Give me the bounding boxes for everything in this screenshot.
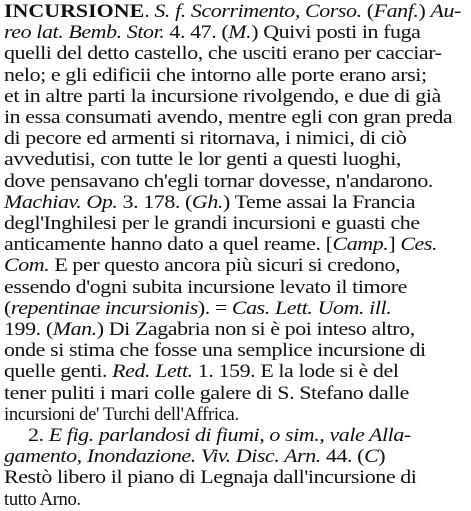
body-text: incursioni de' Turchi dell'Affrica. [4,403,239,425]
body-text: ) Quivi posti in fuga [251,22,421,44]
italic-text: Machiav. Op. [4,191,118,213]
italic-text: M. [228,22,252,44]
entry-line [4,404,239,426]
entry-line [4,85,441,108]
body-text: onde si stima che fosse una semplice incursione di [4,340,426,362]
body-text: ) [378,446,386,468]
italic-text: Au- [430,1,461,22]
body-text: ( [4,297,11,319]
entry-line [4,382,410,405]
headword: INCURSIONE [4,1,145,22]
body-text: ( [361,1,374,22]
body-text: et in altre parti la incursione rivolgendo, e due di già [4,85,441,107]
entry-line-text [4,1,461,23]
entry-line [4,107,453,129]
entry-line-text [4,255,400,277]
body-text: E per questo ancora più sicuri si credono, [49,255,401,277]
italic-text: C [364,446,379,468]
entry-line-text [4,340,426,362]
italic-text: Red. Lett. [112,361,193,383]
entry-line [4,446,386,468]
entry-line-text [4,383,409,405]
italic-text: Camp. [332,234,389,256]
entry-line-text [4,86,441,108]
entry-line-text [4,22,421,44]
entry-line [4,255,401,277]
entry-line [4,489,81,511]
entry-line-text [4,128,406,150]
body-text: essendo d'ogni subita incursione levato il timore [4,276,407,298]
body-text: Restò libero il piano di Legnaja dall'incursione di [4,467,417,489]
entry-line [4,170,433,193]
italic-text: Ces. [400,234,438,256]
body-text: ] [388,234,401,256]
entry-line [4,128,407,150]
body-text: tutto Arno. [4,488,81,510]
italic-text: Com. [4,255,50,277]
entry-line [4,149,401,171]
entry-line [4,1,461,23]
italic-text: reo lat. Bemb. Stor. [4,22,165,44]
body-text: quelle genti. [4,361,113,383]
italic-text: Gh. [191,191,224,213]
entry-line-text [28,425,411,447]
entry-line [4,234,438,256]
entry-line-text [4,192,415,214]
entry-line-text [4,319,415,341]
entry-line [4,43,442,65]
entry-line-text [4,65,427,87]
italic-text: repentinae incursionis [10,297,198,319]
entry-line-text [4,298,391,320]
entry-line-text [4,43,442,65]
entry-line [4,297,392,320]
entry-line-text [4,107,452,129]
entry-line-text [4,446,385,468]
entry-line [4,191,416,214]
body-text: . [144,1,155,22]
body-text: quelli del detto castello, che usciti erano per cacciar- [4,43,442,65]
body-text: ) Teme assai la Francia [223,191,416,213]
body-text: dove pensavano ch'egli tornar dovesse, n'andarono. [4,170,433,192]
entry-line-text [4,171,433,193]
italic-text: gamento, Inondazione. Viv. Disc. Arn. [4,446,321,468]
entry-line-text [4,234,437,256]
body-text: ) Di Zagabria non si è poi inteso altro, [96,319,415,340]
entry-line-text [4,277,407,299]
entry-line [4,340,426,362]
body-text: di pecore ed armenti si ritornava, i nimici, di ciò [4,128,407,150]
body-text: 44. ( [320,446,365,468]
body-text: ). = [197,297,232,319]
body-text: 199. ( [4,319,53,340]
body-text: nelo; e gli edificii che intorno alle porte erano arsi; [4,64,427,86]
italic-text: Cas. Lett. Uom. ill. [231,297,392,319]
body-text: 2. [28,425,49,446]
body-text: tener puliti i mari colle galere di S. Stefano dalle [4,382,410,404]
entry-line [4,361,399,383]
body-text: ) [418,1,431,22]
entry-line [4,467,417,489]
entry-line [4,276,407,299]
entry-line [4,213,420,235]
entry-line [28,425,411,447]
body-text: 1. 159. E la lode si è del [192,361,399,383]
body-text: degl'Inghilesi per le grandi incursioni e guasti che [4,213,420,234]
entry-line [4,64,427,87]
italic-text: Man. [52,319,97,340]
entry-line-text [4,361,399,383]
entry-line-text [4,213,420,235]
entry-line [4,22,421,44]
entry-line-text [4,467,416,489]
entry-line-text [4,489,81,511]
body-text: in essa consumati avendo, mentre egli con gran preda [4,107,453,128]
entry-line-text [4,149,401,171]
body-text: 4. 47. ( [164,22,229,44]
italic-text: Fanf. [373,1,419,22]
entry-line [4,319,415,341]
entry-line-text [4,404,239,426]
body-text: anticamente hanno dato a quel reame. [ [4,234,333,256]
italic-text: E fig. parlandosi di fiumi, o sim., vale Alla- [48,425,411,446]
body-text: 3. 178. ( [117,191,192,213]
body-text: avvedutisi, con tutte le lor genti a questi luoghi, [4,149,401,171]
italic-text: S. f. Scorrimento, Corso. [154,1,362,22]
